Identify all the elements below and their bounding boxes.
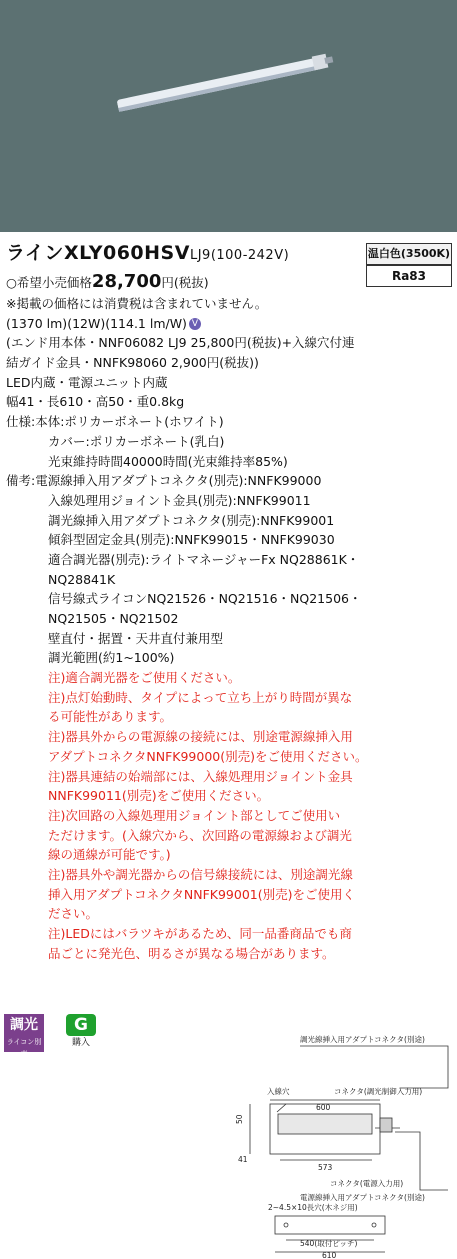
note-line-9: 壁直付・据置・天井直付兼用型 <box>48 630 224 646</box>
size-line: 幅41・長610・高50・重0.8kg <box>6 394 185 410</box>
model-number: XLY060HSV <box>63 242 190 264</box>
label-connector-power: コネクタ(電源入力用) <box>330 1179 404 1188</box>
dim-600: 600 <box>316 1103 331 1112</box>
note-line-4: 傾斜型固定金具(別売):NNFK99015・NNFK99030 <box>48 532 335 548</box>
red-note-14: 注)LEDにはバラツキがあるため、同一品番商品でも商 <box>48 926 352 941</box>
dimming-badge-label: 調光 <box>10 1017 38 1033</box>
red-note-2: 注)点灯始動時、タイプによって立ち上がり時間が異な <box>48 689 353 705</box>
spec-line-1: 仕様:本体:ポリカーボネート(ホワイト) <box>6 414 224 430</box>
red-note-9: ただけます。(入線穴から、次回路の電源線および調光 <box>48 827 352 843</box>
product-photo <box>0 0 457 232</box>
dimming-badge-sub: ライコン別売 <box>6 1038 42 1058</box>
green-purchase-icon: G <box>66 1014 96 1036</box>
note-line-5: 適合調光器(別売):ライトマネージャーFx NQ28861K・ <box>48 551 360 567</box>
color-temp-tag: 温白色(3500K) <box>366 243 452 265</box>
tax-note: ※掲載の価格には消費税は含まれていません。 <box>6 296 268 311</box>
red-note-4: 注)器具外からの電源線の接続には、別途電源線挿入用 <box>48 729 353 745</box>
price-unit: 円(税抜) <box>161 275 209 290</box>
red-note-10: 線の通線が可能です。) <box>48 847 171 863</box>
ra-tag: Ra83 <box>366 265 452 287</box>
led-line: LED内蔵・電源ユニット内蔵 <box>6 374 168 390</box>
label-power-adapter: 電源線挿入用アダプトコネクタ(別途) <box>300 1193 425 1202</box>
spec-line-3: 光束維持時間40000時間(光束維持率85%) <box>48 453 288 469</box>
price-label: ○希望小売価格 <box>6 275 92 290</box>
voltage: (100-242V) <box>210 248 290 263</box>
dim-573: 573 <box>318 1163 333 1172</box>
fixture-image <box>116 50 336 117</box>
red-note-1: 注)適合調光器をご使用ください。 <box>48 670 241 686</box>
red-note-13: ださい。 <box>48 906 99 922</box>
green-purchase-label: 購入 <box>71 1038 90 1048</box>
red-note-3: る可能性があります。 <box>48 709 173 725</box>
note-line-10: 調光範囲(約1~100%) <box>48 650 175 666</box>
label-holes: 2~4.5×10長穴(木ネジ用) <box>268 1203 358 1212</box>
red-note-8: 注)次回路の入線処理用ジョイント部としてご使用い <box>48 807 341 823</box>
dim-50: 50 <box>235 1114 244 1124</box>
price-line <box>6 272 451 294</box>
note-line-7: 信号線式ライコンNQ21526・NQ21516・NQ21506・ <box>48 591 362 607</box>
dimension-diagram <box>0 1030 457 1259</box>
note-line-1: 備考:電源線挿入用アダプトコネクタ(別売):NNFK99000 <box>6 473 322 489</box>
red-note-6: 注)器具連結の始端部には、入線処理用ジョイント金具 <box>48 768 353 784</box>
product-title <box>6 238 289 265</box>
red-note-12: 挿入用アダプトコネクタNNFK99001(別売)をご使用く <box>48 886 355 902</box>
spec-summary-line <box>6 314 451 334</box>
end-body-1: (エンド用本体・NNF06082 LJ9 25,800円(税抜)+入線穴付連 <box>6 335 355 351</box>
price-value: 28,700 <box>91 271 162 292</box>
note-line-3: 調光線挿入用アダプトコネクタ(別売):NNFK99001 <box>48 512 335 528</box>
label-inlet: 入線穴 <box>267 1087 290 1096</box>
note-line-6: NQ28841K <box>48 571 116 587</box>
dim-540: 540(取付ピッチ) <box>300 1239 358 1248</box>
red-note-5: アダプトコネクタNNFK99000(別売)をご使用ください。 <box>48 748 368 764</box>
red-note-15: 品ごとに発光色、明るさが異なる場合があります。 <box>48 945 335 961</box>
label-dim-adapter: 調光線挿入用アダプトコネクタ(別途) <box>300 1035 425 1044</box>
spec-line-2: カバー:ポリカーボネート(乳白) <box>48 433 225 449</box>
spec-text <box>6 272 451 963</box>
name-prefix: ライン <box>6 242 64 264</box>
note-line-2: 入線処理用ジョイント金具(別売):NNFK99011 <box>48 492 311 508</box>
dim-41: 41 <box>238 1155 248 1164</box>
v-badge-icon: V <box>189 318 201 330</box>
spec-summary: (1370 lm)(12W)(114.1 lm/W) <box>6 315 187 331</box>
red-note-7: NNFK99011(別売)をご使用ください。 <box>48 788 270 804</box>
dim-610: 610 <box>322 1251 337 1259</box>
label-connector-dim: コネクタ(調光制御入力用) <box>334 1087 423 1096</box>
model-suffix: LJ9 <box>189 248 211 263</box>
red-note-11: 注)器具外や調光器からの信号線接続には、別途調光線 <box>48 866 353 882</box>
note-line-8: NQ21505・NQ21502 <box>48 611 179 626</box>
end-body-2: 結ガイド金具・NNFK98060 2,900円(税抜)) <box>6 355 259 371</box>
